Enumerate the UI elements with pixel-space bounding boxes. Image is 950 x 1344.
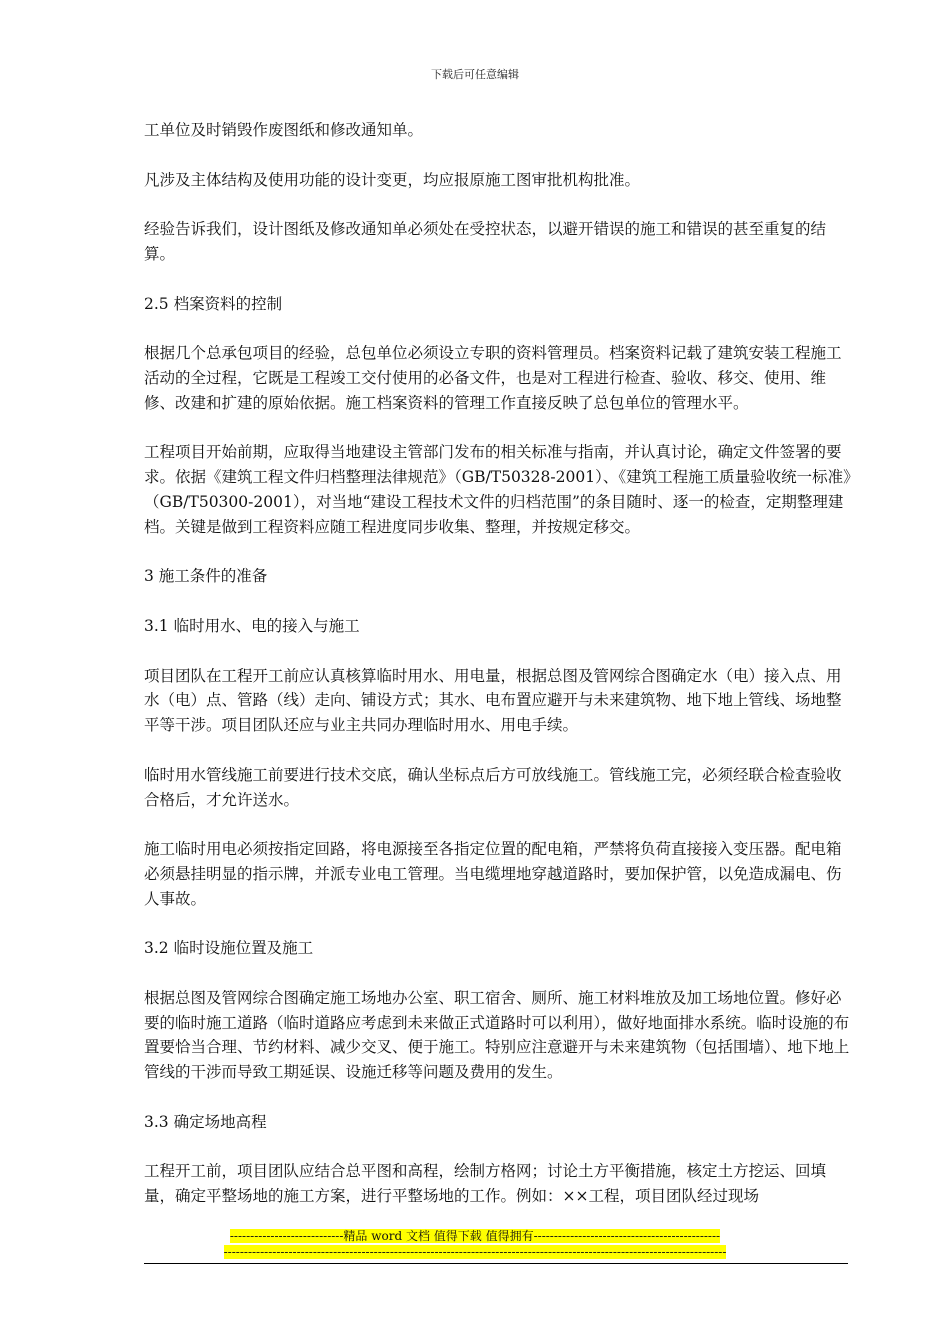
paragraph: 根据总图及管网综合图确定施工场地办公室、职工宿舍、厕所、施工材料堆放及加工场地位置。修好必要的临时施工道路（临时道路应考虑到未来做正式道路时可以利用），做好地面排水系统。临时设施的布置要恰当合理、节约材料、减少交叉、便于施工。特别应注意避开与未来建筑物（包括围墙）、地下地上管线的干涉而导致工期延误、设施迁移等问题及费用的发生。 bbox=[144, 988, 850, 1082]
footer-dashes bbox=[0, 1244, 950, 1260]
paragraph: 施工临时用电必须按指定回路，将电源接至各指定位置的配电箱，严禁将负荷直接接入变压器。配电箱必须悬挂明显的指示牌，并派专业电工管理。当电缆埋地穿越道路时，要加保护管，以免造成漏电、伤人事故。 bbox=[144, 840, 842, 908]
paragraph: 临时用水管线施工前要进行技术交底，确认坐标点后方可放线施工。管线施工完，必须经联合检查验收合格后，才允许送水。 bbox=[144, 765, 842, 809]
section-heading: 3.2 临时设施位置及施工 bbox=[144, 939, 314, 958]
section-heading: 3 施工条件的准备 bbox=[144, 567, 268, 586]
page-header: 下载后可任意编辑 bbox=[431, 68, 519, 81]
paragraph: 凡涉及主体结构及使用功能的设计变更，均应报原施工图审批机构批准。 bbox=[144, 170, 641, 189]
section-heading: 3.1 临时用水、电的接入与施工 bbox=[144, 616, 360, 635]
paragraph: 工单位及时销毁作废图纸和修改通知单。 bbox=[144, 121, 424, 139]
footer-dashes-text: ---------------------------------------------------------------------------------------------------------------------------- bbox=[223, 1245, 727, 1259]
paragraph: 工程开工前，项目团队应结合总平图和高程，绘制方格网；讨论土方平衡措施，核定土方挖运、回填量，确定平整场地的施工方案，进行平整场地的工作。例如：××工程，项目团队经过现场 bbox=[144, 1162, 827, 1206]
footer-banner bbox=[0, 1228, 950, 1244]
paragraph: 根据几个总承包项目的经验，总包单位必须设立专职的资料管理员。档案资料记载了建筑安装工程施工活动的全过程，它既是工程竣工交付使用的必备文件，也是对工程进行检查、验收、移交、使用、维修、改建和扩建的原始依据。施工档案资料的管理工作直接反映了总包单位的管理水平。 bbox=[144, 344, 842, 412]
paragraph: 工程项目开始前期，应取得当地建设主管部门发布的相关标准与指南，并认真讨论，确定文件签署的要求。依据《建筑工程文件归档整理法律规范》（GB/T50328-2001）、《建筑工程施工质量验收统一标准》（GB/T50300-2001），对当地“建设工程技术文件的归档范围”的条目随时、逐一的检查，定期整理建档。关键是做到工程资料应随工程进度同步收集、整理，并按规定移交。 bbox=[144, 443, 851, 536]
section-heading: 3.3 确定场地高程 bbox=[144, 1112, 267, 1131]
paragraph: 项目团队在工程开工前应认真核算临时用水、用电量，根据总图及管网综合图确定水（电）接入点、用水（电）点、管路（线）走向、铺设方式；其水、电布置应避开与未来建筑物、地下地上管线、场地整平等干涉。项目团队还应与业主共同办理临时用水、用电手续。 bbox=[144, 666, 842, 735]
paragraph: 经验告诉我们，设计图纸及修改通知单必须处在受控状态，以避开错误的施工和错误的甚至重复的结算。 bbox=[144, 220, 827, 263]
footer-rule bbox=[144, 1263, 848, 1264]
section-heading: 2.5 档案资料的控制 bbox=[144, 294, 283, 313]
document-body bbox=[144, 118, 852, 1209]
footer-banner-text: ----------------------------精品 word 文档 值得下载 值得拥有---------------------------------------------- bbox=[229, 1229, 721, 1243]
